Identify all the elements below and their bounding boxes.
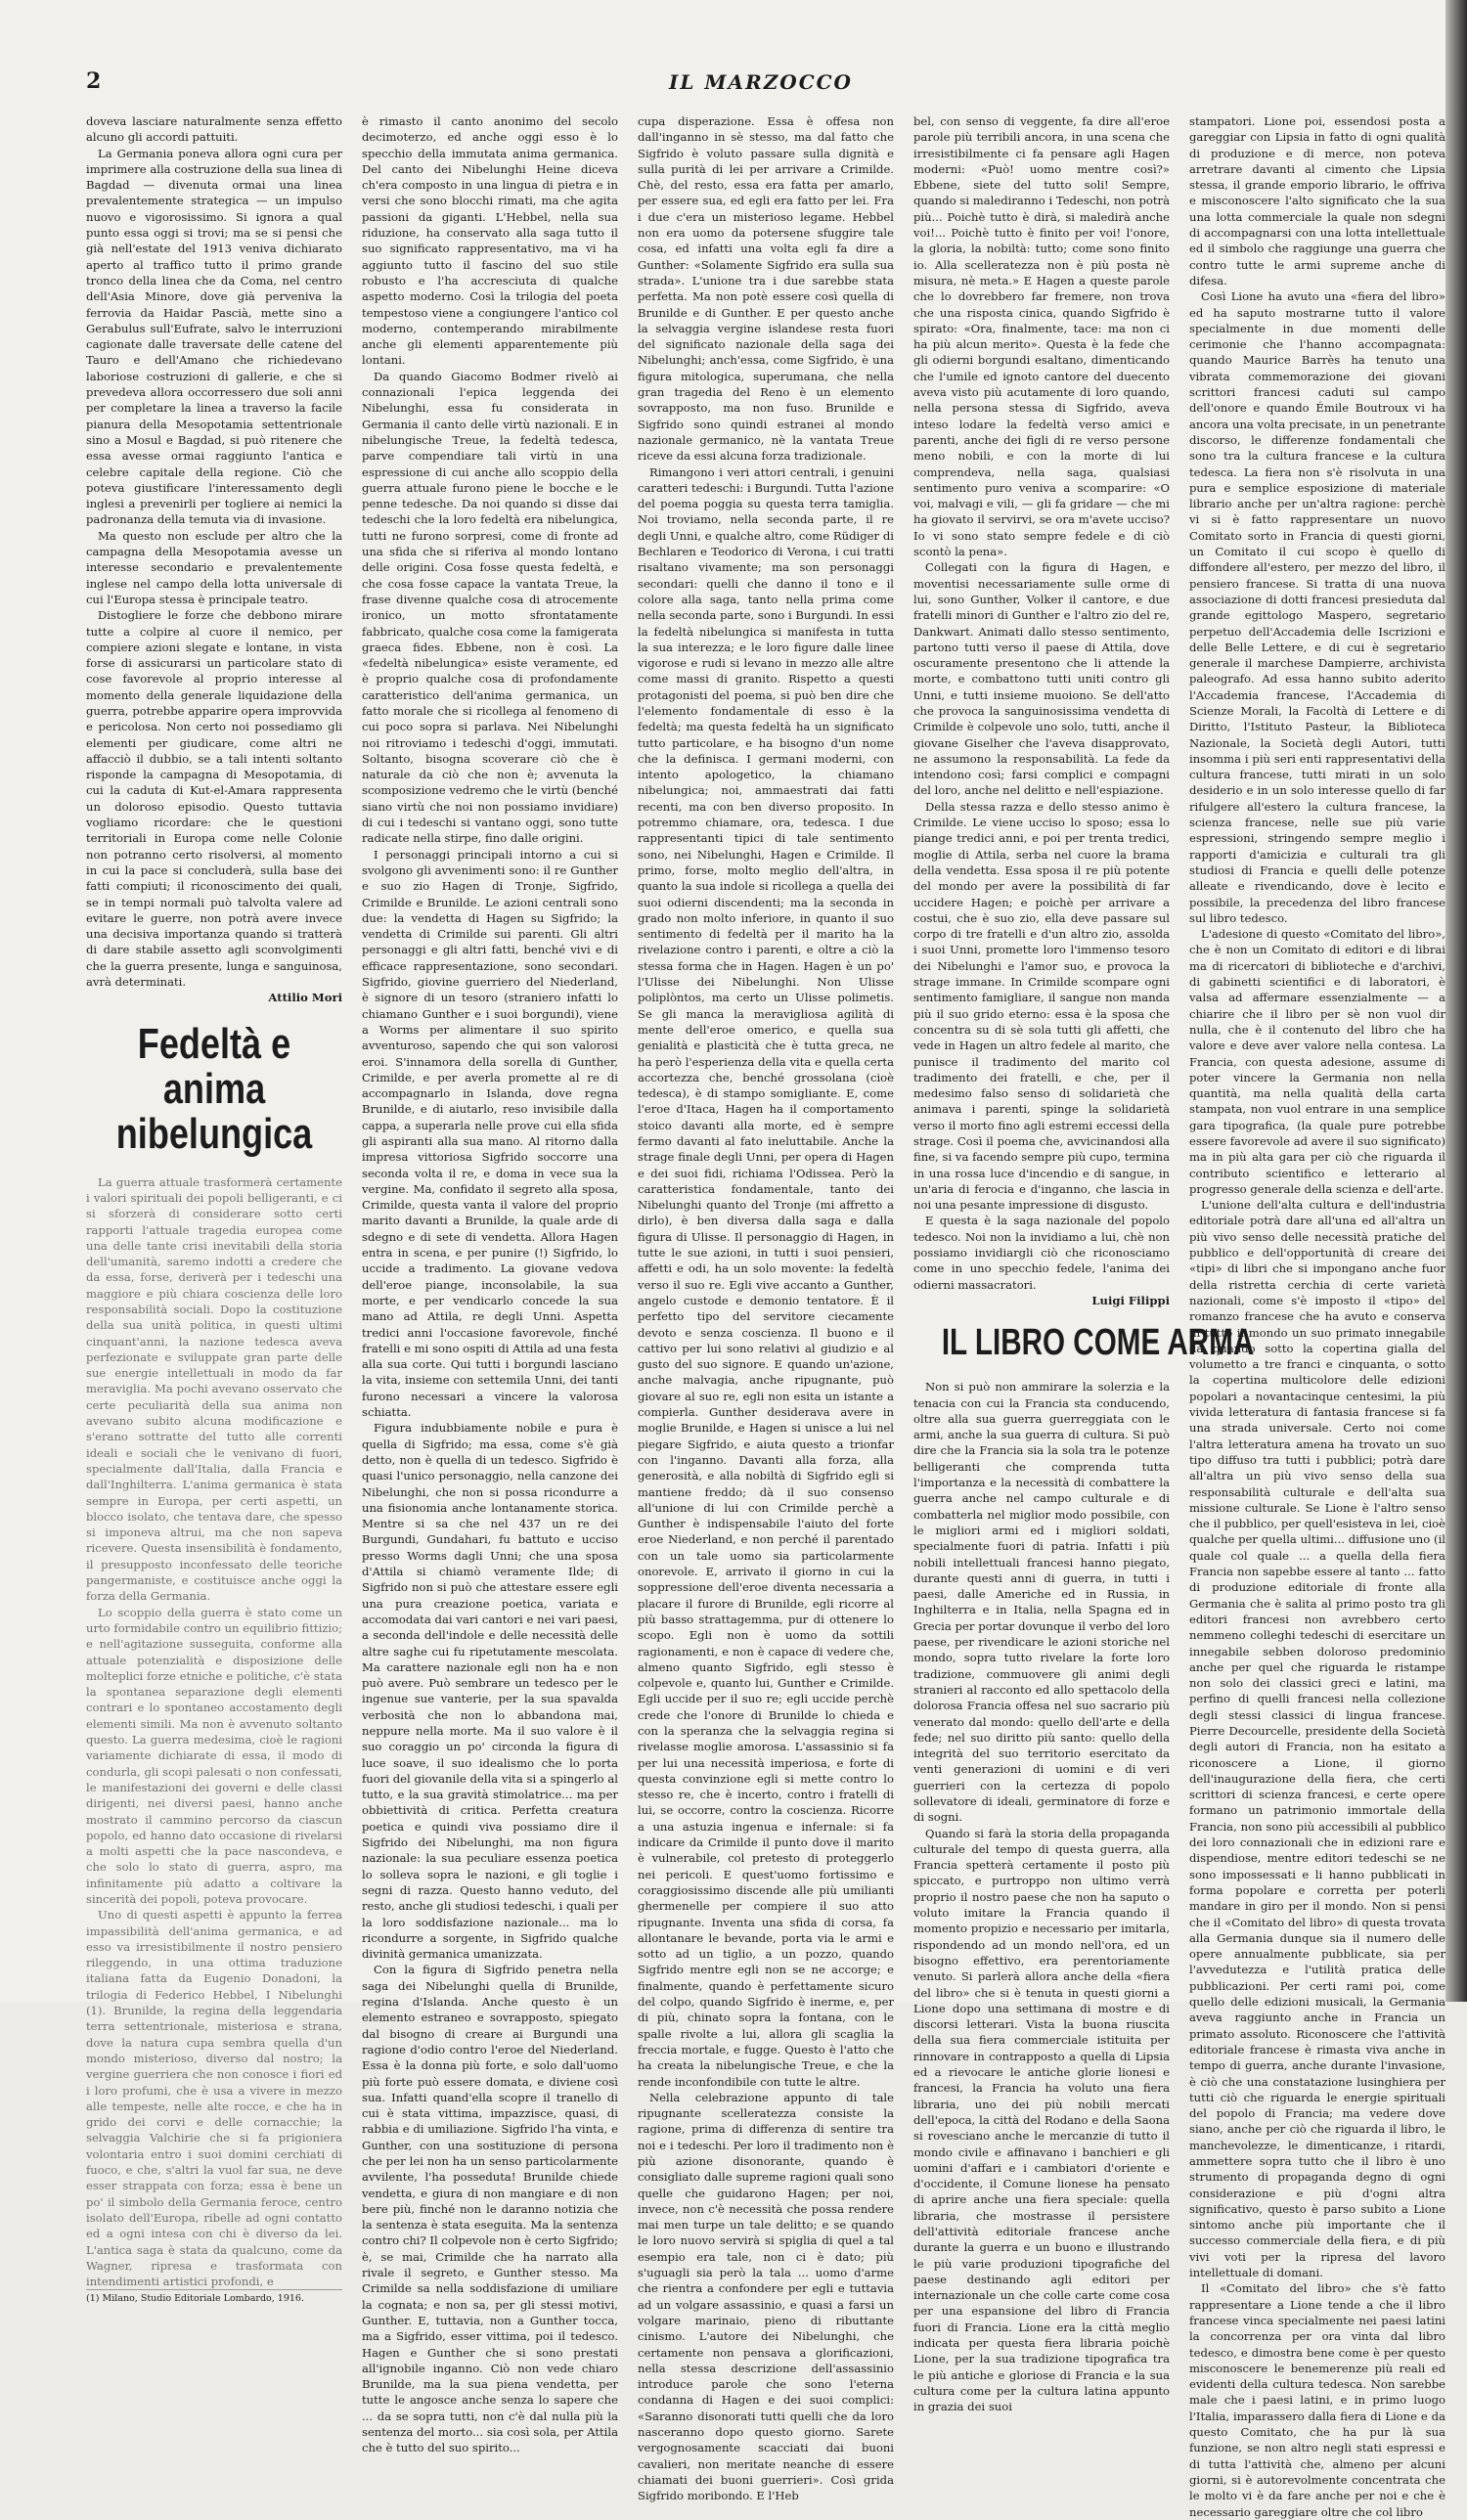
article2-footnote: (1) Milano, Studio Editoriale Lombardo, 1916. bbox=[86, 2289, 342, 2305]
article3-paragraph: Così Lione ha avuto una «fiera del libro» ed ha saputo mostrarne tutto il valore specialmente in due momenti delle cerimonie che l'hanno accompagnata: quando Maurice Barrès ha tenuto una vibrata commemorazione dei giovani scrittori francesi caduti sul campo dell'onore e quando Émile Boutroux vi ha ancora una volta precisate, in un penetrante discorso, le differenze fondamentali che sono tra la cultura francese e la cultura tedesca. La fiera non s'è risolvuta in una pura e semplice esposizione di materiale librario anche per un'altra ragione: perchè vi si è fatto rappresentare un nuovo Comitato sorto in Francia di questi giorni, un Comitato il cui scopo è quello di diffondere all'estero, per mezzo del libro, il pensiero francese. Si tratta di una nuova associazione di dotti francesi presieduta dal grande egittologo Maspero, segretario perpetuo dell'Accademia delle Iscrizioni e delle Belle Lettere, e di cui è segretario generale il marchese Dampierre, archivista paleografo. Ad essa hanno subito aderito l'Accademia francese, l'Accademia di Scienze Morali, la Facoltà di Lettere e di Diritto, l'Istituto Pasteur, la Biblioteca Nazionale, la Società degli Autori, tutti insomma i più seri enti rappresentativi della cultura francese, tutti mirati in un solo desiderio e in un solo interesse quello di far rifulgere all'estero la cultura francese, la scienza francese, nelle sue più varie espressioni, stringendo sempre meglio i rapporti d'amicizia e culturali tra gli studiosi di Francia e quelli delle potenze alleate e rivendicando, dove è lecito e possibile, la precedenza del libro francese sul libro tedesco. bbox=[1189, 289, 1445, 925]
article2-paragraph: I personaggi principali intorno a cui si svolgono gli avvenimenti sono: il re Gunther e suo zio Hagen di Tronje, Sigfrido, Crimilde e Brunilde. Le azioni centrali sono due: la vendetta di Hagen su Sigfrido; la vendetta di Crimilde sui parenti. Gli altri personaggi e gli altri fatti, benché vivi e di efficace rappresentazione, sono secondari. Sigfrido, giovine guerriero del Niederland, è signore di un tesoro (straniero infatti lo chiamano Gunther e i suoi borgundi), viene a Worms per alimentare il suo spirito avventuroso, sapendo che qui son valorosi eroi. S'innamora della sorella di Gunther, Crimilde, e per averla promette al re di accompagnarlo in Islanda, dove regna Brunilde, e di aiutarlo, reso invisibile dalla cappa, a superarla nelle prove cui ella sfida gli aspiranti alla sua mano. Al ritorno dalla impresa vittoriosa Sigfrido soccorre una seconda volta il re, e doma in vece sua la vergine. Ma, confidato il segreto alla sposa, Crimilde, questa vanta il valore del proprio marito davanti a Brunilde, la quale arde di sdegno e di sete di vendetta. Allora Hagen entra in scena, e per punire (!) Sigfrido, lo uccide a tradimento. La giovane vedova dell'eroe piange, inconsolabile, la sua morte, e per vendicarlo concede la sua mano ad Attila, re degli Unni. Aspetta tredici anni l'occasione favorevole, finché fratelli e mi sono ospiti di Attila ad una festa alla sua corte. Qui tutti i borgundi lasciano la vita, insieme con settemila Unni, dei tanti furono necessari a vincere la valorosa schiatta. bbox=[362, 847, 618, 1420]
column-3 bbox=[638, 113, 894, 2503]
page-number: 2 bbox=[86, 68, 102, 94]
article2-paragraph: Della stessa razza e dello stesso animo è Crimilde. Le viene ucciso lo sposo; essa lo piange tredici anni, e poi per trenta tredici, moglie di Attila, serba nel cuore la brama della vendetta. Essa sposa il re più potente del mondo per avere la possibilità di far uccidere Hagen; e poichè per arrivare a costui, che è suo zio, ella deve passare sul corpo di tre fratelli e d'un altro zio, assolda i suoi Unni, promette loro l'immenso tesoro dei Nibelunghi e l'amor suo, e provoca la strage immane. In Crimilde scompare ogni sentimento famigliare, il sangue non manda più il suo grido eterno: essa è la sposa che concentra su di sè sola tutti gli affetti, che vede in Hagen un altro fedele al marito, che punisce il tradimento del marito col tradimento dei fratelli, e che, per il medesimo falso senso di solidarietà che animava i parenti, spinge la solidarietà verso il morto fino agli estremi eccessi della strage. Così il poema che, avvicinandosi alla fine, si va facendo sempre più cupo, termina in una rossa luce d'incendio e di sangue, in un'aria di ferocia e d'inganno, che lascia in noi una pesante impressione di disgusto. bbox=[913, 799, 1170, 1213]
article2-paragraph: Da quando Giacomo Bodmer rivelò ai connazionali l'epica leggenda dei Nibelunghi, essa fu considerata in Germania il canto delle virtù nazionali. E in nibelungische Treue, la fedeltà tedesca, parve compendiare tali virtù in una espressione di cui anche allo scoppio della guerra attuale furono piene le bocche e le penne tedesche. Da noi quando si disse dai tedeschi che la loro fedeltà era nibelungica, tutti ne furono sorpresi, come di fronte ad una sfida che si riferiva al mondo lontano delle origini. Cosa fosse questa fedeltà, e che cosa fosse capace la vantata Treue, la frase divenne qualche cosa di atrocemente ironico, un motto sfrontatamente fabbricato, qualche cosa come la famigerata graeca fides. Ebbene, non è così. La «fedeltà nibelungica» esiste veramente, ed è proprio qualche cosa di profondamente caratteristico dell'anima germanica, un fatto morale che si ricollega al fenomeno di cui poco sopra si parlava. Nei Nibelunghi noi ritroviamo i tedeschi d'oggi, immutati. Soltanto, bisogna scoverare ciò che è naturale da ciò che non è; avvenuta la scomposizione vedremo che le virtù (benché siano virtù che noi non possiamo invidiare) di cui i tedeschi si vantano oggi, sono tutte radicate nella stirpe, fino dalle origini. bbox=[362, 369, 618, 846]
article1-paragraph: Ma questo non esclude per altro che la campagna della Mesopotamia avesse un interesse secondario e prevalentemente inglese nel campo della lotta universale di cui l'Europa stessa è principale teatro. bbox=[86, 528, 342, 606]
article3-paragraph: Quando si farà la storia della propaganda culturale del tempo di questa guerra, alla Francia spetterà certamente il posto più spiccato, e purtroppo non ultimo verrà proprio il nostro paese che non ha saputo o voluto imitare la Francia quando il momento propizio e necessario per imitarla, rispondendo ad un mondo nell'ora, ed un bisogno effettivo, era perentoriamente venuto. Si parlerà allora anche della «fiera del libro» che si è tenuta in questi giorni a Lione dopo una settimana di mostre e di discorsi letterari. Vista la buona riuscita della sua fiera commerciale istituita per rinnovare in contrapposto a quella di Lipsia ed a rievocare le antiche glorie lionesi e francesi, la Francia ha voluto una fiera libraria, uno dei più nobili mercati dell'epoca, la città del Rodano e della Saona si rovesciano anche le mercanzie di tutto il mondo civile e affinavano i banchieri e gli uomini d'affari e i cambiatori d'oriente e d'occidente, il Comune lionese ha pensato di aprire anche una fiera speciale: quella libraria, che mostrasse il persistere dell'attività editoriale francese anche durante la guerra e un buono e illustrando le più varie produzioni tipografiche del paese destinando agli editori per internazionale un che colle carte come cosa per una espansione del libro di Francia fuori di Francia. Lione era la città meglio indicata per questa fiera libraria poichè Lione, per la sua tradizione tipografica tra le più antiche e gloriose di Francia e la sua cultura come per la cultura latina appunto in grazia dei suoi bbox=[913, 1826, 1170, 2414]
article2-paragraph: Figura indubbiamente nobile e pura è quella di Sigfrido; ma essa, come s'è già detto, non è quella di un tedesco. Sigfrido è quasi l'unico personaggio, nella canzone dei Nibelunghi, che non si possa ricondurre a una fisionomia anche lontanamente storica. Mentre si sa che nel 437 un re dei Burgundi, Gundahari, fu battuto e ucciso presso Worms dagli Unni; che una sposa d'Attila si chiamò veramente Ilde; di Sigfrido non si può che attestare essere egli una pura creazione poetica, variata e accomodata dai vari cantori e nei vari paesi, a seconda dell'indole e delle necessità delle altre saghe cui fu ripetutamente mescolata. Ma carattere nazionale egli non ha e non può avere. Può sembrare un tedesco per le ingenue sue vanterie, per la sua spavalda verbosità che non lo abbandona mai, neppure nella morte. Ma il suo valore è il suo coraggio un po' circonda la figura di luce soave, il suo idealismo che lo porta fuori del giovanile della vita si a spingerlo al tutto, e la sua gravità stimolatrice... ma per obbiettività di critica. Perfetta creatura poetica e quindi viva possiamo dire il Sigfrido dei Nibelunghi, ma non figura nazionale: la sua peculiare essenza poetica lo solleva sopra le nazioni, e gli toglie i segni di razza. Questo hanno veduto, del resto, anche gli studiosi tedeschi, i quali per la loro soddisfazione nazionale... ma lo ricondurre a sorgente, in Sigfrido qualche divinità germanica umanizzata. bbox=[362, 1421, 618, 1962]
article2-paragraph: E questa è la saga nazionale del popolo tedesco. Noi non la invidiamo a lui, chè non possiamo invidiargli ciò che riconosciamo come in uno specchio fedele, l'anima dei odierni massacratori. bbox=[913, 1214, 1170, 1292]
article3-paragraph: L'unione dell'alta cultura e dell'industria editoriale potrà dare all'una ed all'altra un più vivo senso delle necessità pratiche del pubblico e dell'opportunità di creare dei «tipi» di libri che si impongano anche fuor della ristretta cerchia di certe varietà nazionali, come s'è imposto il «tipo» del romanzo francese che ha avuto e conserva in tutto il mondo un suo primato innegabile da quando sotto la copertina gialla del volumetto a tre franci e cinquanta, o sotto la copertina multicolore delle edizioni popolari a novantacinque centesimi, la più vivida letteratura di fantasia francese si fa una strada universale. Certo noi come l'altra letteratura amena ha trovato un suo tipo diffuso tra tutti i pubblici; potrà dare all'altra un più vivo senso della sua responsabilità culturale e dell'alta sua missione culturale. Se Lione è l'altro senso che il pubblico, per quell'esisteva in lei, cioè qualche per quella ultimi... diffusione uno (il quale col quale ... a quella della fiera Francia non sapebbe essere al tanto ... fatto di produzione editoriale di fronte alla Germania che è salita al primo posto tra gli editori francesi non avrebbero certo nemmeno colleghi tedeschi di esercitare un innegabile sebben doloroso predominio anche per quel che riguarda le ristampe non solo dei classici greci e latini, ma perfino di quelli francesi nella collezione degli stessi classici di lingua francese. Pierre Decourcelle, presidente della Società degli autori di Francia, non ha esitato a riconoscere a Lione, il giorno dell'inaugurazione della fiera, che certi scrittori di scienza francesi, e certe opere formano un patrimonio immortale della Francia, non sono più accessibili al pubblico dei loro connazionali che in edizioni rare e dispendiose, mentre editori tedeschi se ne sono impossessati e li hanno pubblicati in forma popolare e corretta per poterli mandare in giro per il mondo. Non si pensi che il «Comitato del libro» di questa trovata alla Germania dunque sia il numero delle opere annualmente pubblicate, sia per l'avvedutezza e l'utilità pratica delle pubblicazioni. Per certi rami poi, come quello delle edizioni musicali, la Germania aveva raggiunto anche in Francia un primato assoluto. Riconoscere che l'attività editoriale francese è rimasta viva anche in tempo di guerra, anche durante l'invasione, è ciò che una constatazione lusinghiera per tutti ciò che riguarda le energie spirituali del popolo di Francia; ma vedere dove siano, anche per ciò che riguarda il libro, le manchevolezze, le dimenticanze, i ritardi, ammettere sopra tutto che il libro è uno strumento di propaganda degno di ogni considerazione e più d'ogni altra significativo, questo è parso subito a Lione sintomo anche più importante che il successo commerciale della fiera, e di più vivi voti per la ripresa del lavoro intellettuale di domani. bbox=[1189, 1198, 1445, 2280]
article2-paragraph: cupa disperazione. Essa è offesa non dall'inganno in sè stesso, ma dal fatto che Sigfrido è voluto passare sulla dignità e sulla purità di lei per arrivare a Crimilde. Chè, del resto, essa era fatta per amarlo, per essere sua, ed egli era fatto per lei. Fra i due c'era un misterioso legame. Hebbel non era uomo da potersene sfuggire tale cosa, ed infatti una volta egli fa dire a Gunther: «Solamente Sigfrido era sulla sua strada». L'unione tra i due sarebbe stata perfetta. Ma non potè essere così quella di Brunilde e di Gunther. E per questo anche la selvaggia vergine islandese resta fuori del significato nazionale della saga dei Nibelunghi; anch'essa, come Sigfrido, è una figura mitologica, superumana, che nella gran tragedia del Reno è un elemento sovrapposto, ma non fuso. Brunilde e Sigfrido sono quindi estranei al mondo nazionale germanico, nè la vantata Treue riceve da essi alcuna forza tradizionale. bbox=[638, 114, 894, 464]
article3-paragraph: Il «Comitato del libro» che s'è fatto rappresentare a Lione tende a che il libro francese vinca specialmente nei paesi latini la concorrenza per ora vinta dal libro tedesco, e dimostra bene come è per questo misconoscere le benemerenze più reali ed evidenti della cultura tedesca. Non sarebbe male che i paesi latini, e in primo luogo l'Italia, imparassero dalla fiera di Lione e da questo Comitato, che ha pur là sua funzione, se non altro negli stati espressi e di tutta l'attività che, almeno per alcuni giorni, si è autorevolmente concentrata che le molto vi è da fare anche per noi e che è necessario gareggiare oltre che col libro bbox=[1189, 2281, 1445, 2519]
article2-paragraph: Nella celebrazione appunto di tale ripugnante scelleratezza consiste la ragione, prima di differenza di sentire tra noi e i tedeschi. Per loro il tradimento non è più azione disonorante, quando è consigliato dalle supreme ragioni quali sono quelle che guidarono Hagen; per noi, invece, non c'è necessità che possa rendere mai men turpe un tale delitto; e se quando le loro nuovo servirà si spiglia di quel a tal esempio era tale, non ci è dato; più s'uguagli sia però la tala ... uomo d'arme che rientra a confondere per egli e tuttavia ad un volgare assassinio, e quasi a farsi un volgare marinaio, pieno di ributtante cinismo. L'autore dei Nibelunghi, che certamente non pensava a glorificazioni, nella stessa descrizione dell'assassinio introduce parole che sono l'eterna condanna di Hagen e dei suoi complici: «Saranno disonorati tutti quelli che da loro nasceranno dopo questo giorno. Sarete vergognosamente scacciati dai buoni cavalieri, non meritate neanche di essere chiamati dei buoni guerrieri». Così grida Sigfrido moribondo. E l'Heb bbox=[638, 2090, 894, 2503]
article2-headline-line2: nibelungica bbox=[115, 1109, 313, 1158]
article2-paragraph: Uno di questi aspetti è appunto la ferrea impassibilità dell'anima germanica, e ad esso va irresistibilmente il nostro pensiero rileggendo, in una ottima traduzione italiana fatta da Eugenio Donadoni, la trilogia di Federico Hebbel, I Nibelunghi (1). Brunilde, la regina della leggendaria terra settentrionale, misteriosa e strana, dove la natura cupa sembra quella d'un mondo misterioso, diverso dal nostro; la vergine guerriera che non conosce i fiori ed i loro profumi, che è usa a vivere in mezzo alle tempeste, nelle alte rocce, e che ha in grido dei corvi e delle cornacchie; la selvaggia Valchirie che si fa prigioniera volontaria entro i suoi domini cerchiati di fuoco, e che, s'altri la vuol far sua, ne deve esser strappata con forza; essa è bene un po' il simbolo della Germania feroce, centro isolato dell'Europa, ribelle ad ogni contatto ed a ogni intesa con chi è diverso da lei. L'antica saga è stata da qualcuno, come da Wagner, ripresa e trasformata con intendimenti artistici profondi, e bbox=[86, 1908, 342, 2289]
masthead-title: IL MARZOCCO bbox=[669, 70, 853, 94]
article3-paragraph: Non si può non ammirare la solerzia e la tenacia con cui la Francia sta conducendo, oltre alla sua guerra guerreggiata con le armi, anche la sua guerra di cultura. Si può dire che la Francia sia la sola tra le potenze belligeranti che comprenda tutta l'importanza e la necessità di combattere la guerra anche nel campo culturale e di combatterla nel miglior modo possibile, con le migliori armi ed i migliori soldati, specialmente fuori di patria. Infatti i più nobili intellettuali francesi hanno piegato, durante questi anni di guerra, in tutti i paesi, dalle Americhe ed in Russia, in Inghilterra e in Italia, nella Spagna ed in Grecia per portar dovunque il verbo del loro paese, per rivendicare le azioni storiche nel mondo, sopra tutto rivelare la forte loro tradizione, commuovere gli animi degli stranieri al racconto ed allo spettacolo della dolorosa Francia offesa nel suo sacrario più venerato dal mondo: quello dell'arte e della fede; nel suo diritto più santo: quello della integrità del suo territorio esercitato da venti generazioni di uomini e di veri guerrieri con la certezza di popolo sollevatore di ideali, germinatore di forze e di sogni. bbox=[913, 1380, 1170, 1825]
article1-paragraph: doveva lasciare naturalmente senza effetto alcuno gli accordi pattuiti. bbox=[86, 114, 342, 145]
article2-paragraph: Lo scoppio della guerra è stato come un urto formidabile contro un equilibrio fittizio; e nell'agitazione susseguita, conforme alla attuale potenzialità e disposizione delle molteplici forze etniche e politiche, c'è stata la spontanea separazione degli elementi contrari e lo spontaneo accostamento degli elementi simili. Ma non è avvenuto soltanto questo. La guerra medesima, cioè le ragioni variamente dichiarate di essa, il modo di condurla, gli scopi palesati o non confessati, le manifestazioni dei governi e delle classi dirigenti, nei diversi paesi, hanno anche mostrato il cammino percorso da ciascun popolo, ed hanno dato occasione di rivelarsi a molti aspetti che la pace nascondeva, e che solo lo stato di guerra, aspro, ma infinitamente più adatto a coltivare la sincerità dei popoli, poteva provocare. bbox=[86, 1605, 342, 1906]
columns-container bbox=[86, 113, 1445, 2519]
column-1 bbox=[86, 113, 342, 2305]
article3-headline: IL LIBRO COME ARMA bbox=[941, 1322, 1255, 1364]
article2-paragraph: è rimasto il canto anonimo del secolo decimoterzo, ed anche oggi esso è lo specchio della immutata anima germanica. Del canto dei Nibelunghi Heine diceva ch'era composto in una lingua di pietra e in versi che sono blocchi rimati, ma che agita passioni da giganti. L'Hebbel, nella sua riduzione, ha conservato alla saga tutto il suo significato rappresentativo, ma vi ha aggiunto tutto il fascino del suo stile robusto e l'ha accresciuta di qualche aspetto moderno. Così la trilogia del poeta tempestoso viene a congiungere l'antico col moderno, contemperando mirabilmente anche gli elementi apparentemente più lontani. bbox=[362, 114, 618, 368]
article2-paragraph: Rimangono i veri attori centrali, i genuini caratteri tedeschi: i Burgundi. Tutta l'azione del poema poggia su questa terra tamiglia. Noi troviamo, nella seconda parte, il re degli Unni, e qualche altro, come Rüdiger di Bechlaren e Teodorico di Verona, i cui tratti risaltano vivamente; ma son personaggi secondari: quelli che danno il tono e il colore alla saga, tanto nella prima come nella seconda parte, sono i Burgundi. In essi la fedeltà nibelungica si manifesta in tutta la sua interezza; e le loro figure dalle linee vigorose e rudi si levano in mezzo alle altre come massi di granito. Rispetto a questi protagonisti del poema, si può ben dire che l'elemento fondamentale di esso è la fedeltà; ma questa fedeltà ha un significato tutto particolare, e ha bisogno d'un nome che la definisca. I germani moderni, con intento apologetico, la chiamano nibelungica; noi, ammaestrati dai fatti recenti, ma con ben diverso proposito. In potremmo chiamare, ora, tedesca. I due rappresentanti tipici di tale sentimento sono, nei Nibelunghi, Hagen e Crimilde. Il primo, forse, molto meglio dell'altra, in quanto la sua indole si ricollega a quella dei suoi odierni discendenti; ma la seconda in grado non molto inferiore, in quanto il suo sentimento di fedeltà per il marito ha la rivelazione contro i parenti, e oltre a ciò la stessa forma che in Hagen. Hagen è un po' l'Ulisse dei Nibelunghi. Non Ulisse poliplòntos, ma certo un Ulisse polimetis. Se gli manca la meravigliosa agilità di mente dell'eroe omerico, e quella sua genialità e plasticità che è tutta greca, ne ha però l'esperienza della vita e quella certa accortezza che, benché grossolana (cioè tedesca), è di stampo somigliante. E, come l'eroe d'Itaca, Hagen ha il comportamento stoico davanti alla morte, ed è sempre fermo davanti al fato ineluttabile. Anche la strage finale degli Unni, per opera di Hagen e dei suoi fidi, richiama l'Odissea. Però la caratteristica fondamentale, tanto dei Nibelunghi quanto del Tronje (mi affretto a dirlo), è ben diversa dalla saga e dalla figura di Ulisse. Il personaggio di Hagen, in tutte le sue azioni, in tutti i suoi pensieri, affetti e odi, ha un solo movente: la fedeltà verso il suo re. Egli vive accanto a Gunther, angelo custode e demonio tentatore. È il perfetto tipo del servitore ciecamente devoto e senza coscienza. Il buono e il cattivo per lui sono relativi al giudizio e al gusto del suo signore. E quando un'azione, anche malvagia, anche ripugnante, può giovare al suo re, egli non esita un istante a compierla. Gunther desiderava avere in moglie Brunilde, e Hagen si unisce a lui nel piegare Sigfrido, e aiuta questo a trionfar con l'inganno. Davanti alla forza, alla generosità, e alla nobiltà di Sigfrido egli si mantiene freddo; dà il suo consenso all'unione di lui con Crimilde perchè a Gunther è indispensabile l'aiuto del forte eroe Niederland, e non perché il parentado con un tale uomo sia particolarmente onorevole. E, arrivato il giorno in cui la soppressione dell'eroe diventa necessaria a placare il furore di Brunilde, egli ricorre al più basso strattagemma, pur di ottenere lo scopo. Egli non è uomo da sottili ragionamenti, e non è capace di vedere che, almeno quanto Sigfrido, egli stesso è colpevole e, quanto lui, Gunther e Crimilde. Egli uccide per il suo re; egli uccide perchè crede che l'onore di Brunilde lo chieda e con la speranza che la selvaggia regina si rivelasse moglie amorosa. L'assassinio si fa per lui una necessità imperiosa, e forte di questa convinzione egli si mette contro lo stesso re, che è incerto, contro i fratelli di lui, se occorre, contro la coscienza. Ricorre a una astuzia ingenua e infernale: si fa indicare da Crimilde il punto dove il marito è vulnerabile, col pretesto di proteggerlo nei pericoli. E quest'uomo fortissimo e coraggiosissimo discende alle più umilianti ghermenelle per compiere il suo atto ripugnante. Inventa una sfida di corsa, fa allontanare le bevande, porta via le armi e sotto ad un tiglio, a un pozzo, quando Sigfrido mentre egli non se ne accorge; e finalmente, quando è perfettamente sicuro del colpo, quando Sigfrido è inerme, e, per di più, chinato sopra la fontana, con le spalle rivolte a lui, allora gli scaglia la freccia mortale, e fugge. Questo è l'atto che ha creata la nibelungische Treue, e che la rende inconfondibile con tutte le altre. bbox=[638, 464, 894, 2089]
article2-paragraph: bel, con senso di veggente, fa dire all'eroe parole più terribili ancora, in una scena che irresistibilmente ci fa pensare agli Hagen moderni: «Può! uomo mentre così?» Ebbene, siete del tutto soli! Sempre, quando si malediranno i Tedeschi, non potrà più... Poichè tutto è dirà, si maledirà anche voi!... Poichè tutto è finito per voi! l'onore, la gloria, la nobiltà: tutto; come sono finito io. Alla scelleratezza non è più posta nè misura, nè meta.» E Hagen a queste parole che lo dovrebbero far fremere, non trova che una risposta cinica, quando Sigfrido è spirato: «Ora, finalmente, tace: ma non ci ha più alcun merito». Questa è la fede che gli odierni borgundi esaltano, dimenticando che l'umile ed ignoto cantore del duecento aveva visto più acutamente di loro quando, nella persona stessa di Sigfrido, aveva inteso lodare la fedeltà verso amici e parenti, anche dei figli di re verso persone meno nobili, e con la morte di lui comprendeva, nella saga, qualsiasi sentimento puro veniva a scomparire: «O voi, malvagi e vili, — gli fa gridare — che mi ha giovato il servirvi, se ora m'avete ucciso? Io vi sono stato sempre fedele e di ciò scontò la pena». bbox=[913, 114, 1170, 559]
article1-paragraph: La Germania poneva allora ogni cura per imprimere alla costruzione della sua linea di Bagdad — divenuta ormai una linea prevalentemente strategica — un impulso nuovo e vigorosissimo. Si ignora a qual punto essa oggi si trovi; ma se si pensi che già nell'estate del 1913 veniva dichiarato aperto al traffico tutto il primo grande tronco della linea che da Coma, nel centro dell'Asia Minore, dove già perveniva la ferrovia da Haidar Pascià, mette sino a Gerabulus sull'Eufrate, salvo le interruzioni cagionate dalle traversate delle catene del Tauro e dell'Amano che richiedevano laboriose costruzioni di gallerie, e che si prevedeva allora occorressero due soli anni per completare la linea a traverso la facile pianura della Mesopotamia settentrionale sino a Mosul e Bagdad, si può ritenere che essa avesse ormai raggiunto l'antica e celebre capitale della regione. Ciò che poteva giustificare l'interessamento degli inglesi a prevenirli per togliere ai nemici la padronanza della temuta via di invasione. bbox=[86, 146, 342, 527]
article2-headline-line1: Fedeltà e anima bbox=[137, 1019, 291, 1113]
column-2 bbox=[362, 113, 618, 2455]
article2-paragraph: Collegati con la figura di Hagen, e moventisi necessariamente sulle orme di lui, sono Gunther, Volker il cantore, e due fratelli minori di Gunther e l'altro zio del re, Dankwart. Animati dallo stesso sentimento, partono tutti verso il paese di Attila, dove oscuramente presentono che li attende la morte, e combattono tutti uniti contro gli Unni, e tutti insieme muoiono. Se dell'atto che provoca la sanguinosissima vendetta di Crimilde è colpevole uno solo, tutti, anche il giovane Giselher che l'aveva disapprovato, ne assumono la responsabilità. La fede da intendono così; farsi complici e compagni del loro, anche nel delitto e nell'espiazione. bbox=[913, 560, 1170, 798]
article2-paragraph: Con la figura di Sigfrido penetra nella saga dei Nibelunghi quella di Brunilde, regina d'Islanda. Anche questo è un elemento estraneo e sovrapposto, spiegato dal bisogno di creare ai Burgundi una ragione d'odio contro l'eroe del Niederland. Essa è la donna più forte, e solo dall'uomo più forte può essere domata, e diviene così sua. Infatti quand'ella scopre il tranello di cui è stata vittima, impazzisce, quasi, di rabbia e di umiliazione. Sigfrido l'ha vinta, e Gunther, con una sostituzione di persona che per lei non ha un senso particolarmente avvilente, l'ha posseduta! Brunilde chiede vendetta, e giura di non mangiare e di non bere più, finché non le daranno notizia che la sentenza è stata eseguita. Ma la sentenza contro chi? Il colpevole non è certo Sigfrido; è, se mai, Crimilde che ha narrato alla rivale il segreto, e Gunther stesso. Ma Crimilde sa nella soddisfazione di umiliare la cognata; e non sa, per gli stessi motivi, Gunther. E, tuttavia, non a Gunther tocca, ma a Sigfrido, esser vittima, poi il tedesco. Hagen e Gunther che si sono prestati all'ignobile inganno. Ciò non vede chiaro Brunilde, ma la sua piena vendetta, per tutte le angosce anche senza lo sapere che ... da se sopra tutti, non c'è dal nulla più la sentenza del morto... sia così sola, per Attila che è tutto del suo spirito... bbox=[362, 1963, 618, 2455]
article2-signature: Luigi Filippi bbox=[1091, 1293, 1170, 1307]
page-edge-shadow bbox=[1445, 0, 1467, 2002]
column-4 bbox=[913, 113, 1255, 2414]
column-5 bbox=[1189, 113, 1445, 2519]
article1-paragraph: Distogliere le forze che debbono mirare tutte a colpire al cuore il nemico, per compiere azioni slegate e lontane, in vista forse di assicurarsi un particolare stato di cose favorevole al proprio interesse al momento della generale liquidazione della guerra, potrebbe apparire opera improvvida e pericolosa. Non certo noi possediamo gli elementi per giudicare, come altri ne affacciò il dubbio, se a tali intenti soltanto risponde la campagna di Mesopotamia, di cui la caduta di Kut-el-Amara rappresenta un doloroso episodio. Questo tuttavia vogliamo ricordare: che le questioni territoriali in Europa come nelle Colonie non potranno certo risolversi, al momento in cui la pace si concluderà, sulla base dei fatti compiuti; il riconoscimento dei quali, se in tempi normali può talvolta valere ad evitare le guerre, non potrà avere invece una decisiva importanza quando si tratterà di dare stabile assetto agli sconvolgimenti che la guerra presente, lunga e sanguinosa, avrà determinati. bbox=[86, 608, 342, 990]
article2-headline bbox=[110, 1019, 320, 1158]
article3-paragraph: stampatori. Lione poi, essendosi posta a gareggiar con Lipsia in fatto di ogni qualità di produzione e di merce, non poteva arretrare davanti al cimento che Lipsia stessa, il grande emporio librario, le offriva e misconoscere l'alto significato che la sua una lotta commerciale la quale non sdegni di accompagnarsi con una lotta intellettuale ed il simbolo che raggiunge una guerra che contro tutte le armi supreme anche di difesa. bbox=[1189, 114, 1445, 287]
article3-paragraph: L'adesione di questo «Comitato del libro», che è non un Comitato di editori e di librai ma di ricercatori di biblioteche e d'archivi, di gabinetti scientifici e di laboratori, è valsa ad affermare essenzialmente — a chiarire che il libro per sè non vuol dir nulla, che è il contenuto del libro che ha valore e deve aver valore nella contesa. La Francia, con questa adesione, assume di poter vincere la Germania non nella quantità, ma nella qualità della carta stampata, non vuol entrare in una semplice gara tipografica, (la quale pure potrebbe essere favorevole ad avere il suo significato) ma in più alta gara per ciò che riguarda il contributo scientifico e letterario al progresso generale della scienza e dell'arte. bbox=[1189, 927, 1445, 1196]
article2-paragraph: La guerra attuale trasformerà certamente i valori spirituali dei popoli belligeranti, e ci si sforzerà di considerare sotto certi rapporti l'attuale tragedia europea come una delle tante crisi inevitabili della storia dell'umanità, saremo indotti a credere che da essa, forse, deriverà per i tedeschi una maggiore e più chiara coscienza delle loro responsabilità sociali. Dopo la costituzione della sua unità politica, in questi ultimi cinquant'anni, la nazione tedesca aveva perfezionate e sviluppate gran parte delle sue energie intellettuali in modo da far meraviglia. Ma pochi avevano osservato che certe peculiarità della sua anima non avevano subito alcuna modificazione e s'erano sottratte del tutto alle correnti ideali e sociali che le venivano di fuori, specialmente dall'Italia, dalla Francia e dall'Inghilterra. L'anima germanica è stata sempre in Europa, per certi aspetti, un blocco isolato, che tentava dare, che spesso si imponeva altrui, ma che non sapeva ricevere. Questa insensibilità è fondamento, il presupposto inconfessato delle teoriche pangermaniste, e costituisce anche oggi la forza della Germania. bbox=[86, 1174, 342, 1604]
page-header bbox=[86, 68, 1436, 98]
article1-signature: Attilio Mori bbox=[268, 991, 342, 1005]
